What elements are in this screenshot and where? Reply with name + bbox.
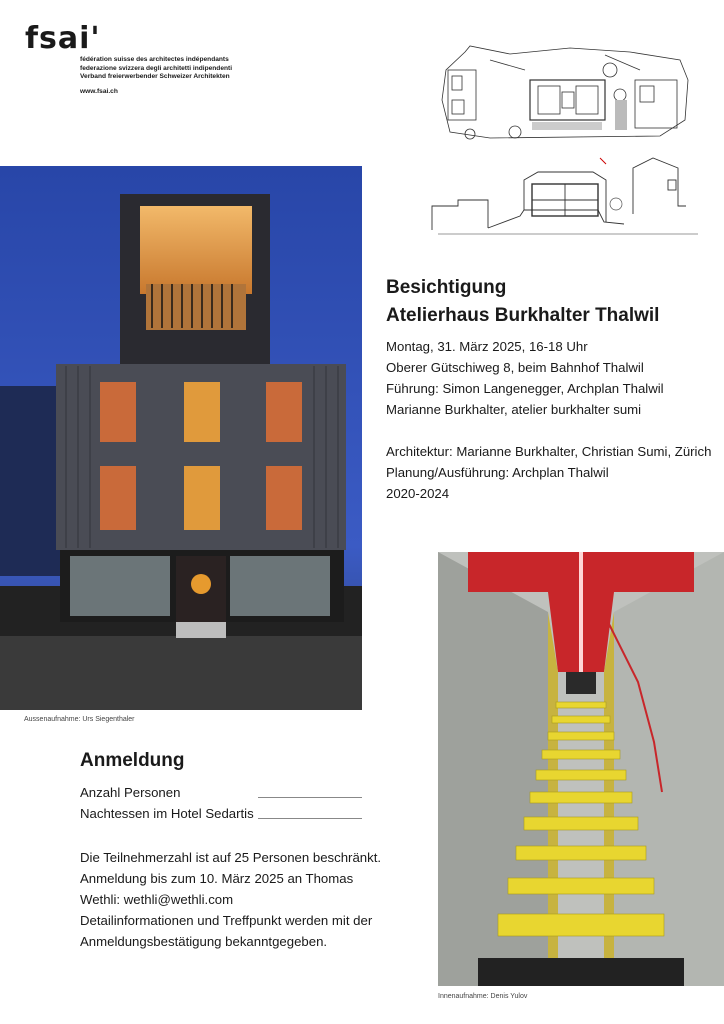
info-line-5: Anmeldungsbestätigung bekanntgegeben.: [80, 934, 328, 949]
event-address: Oberer Gütschiweg 8, beim Bahnhof Thalwil: [386, 360, 644, 375]
event-title-line-1: Besichtigung: [386, 277, 507, 298]
field-dinner-input[interactable]: [258, 818, 362, 819]
event-guide: Führung: Simon Langenegger, Archplan Thalwil: [386, 381, 664, 396]
org-line-de: Verband freierwerbender Schweizer Architekten: [80, 73, 230, 81]
interior-photo: [438, 552, 724, 986]
field-dinner-label: Nachtessen im Hotel Sedartis: [80, 806, 254, 821]
credit-architecture: Architektur: Marianne Burkhalter, Christian Sumi, Zürich: [386, 444, 712, 459]
field-persons-input[interactable]: [258, 797, 362, 798]
organization-names: [80, 56, 232, 82]
info-line-1: Die Teilnehmerzahl ist auf 25 Personen beschränkt.: [80, 850, 382, 865]
exterior-photo: [0, 166, 362, 710]
info-line-3: Wethli: wethli@wethli.com: [80, 892, 234, 907]
interior-photo-caption: Innenaufnahme: Denis Yulov: [438, 993, 528, 1000]
field-persons-label: Anzahl Personen: [80, 785, 181, 800]
info-line-2: Anmeldung bis zum 10. März 2025 an Thomas: [80, 871, 354, 886]
registration-title: Anmeldung: [80, 750, 185, 771]
registration-info: [80, 847, 381, 952]
org-line-fr: fédération suisse des architectes indépendants: [80, 56, 229, 63]
building-section-drawing: [428, 150, 704, 238]
credit-years: 2020-2024: [386, 486, 450, 501]
org-line-it: federazione svizzera degli architetti indipendenti: [80, 64, 233, 72]
info-line-4: Detailinformationen und Treffpunkt werden mit der: [80, 913, 373, 928]
credit-planning: Planung/Ausführung: Archplan Thalwil: [386, 465, 609, 480]
event-date: Montag, 31. März 2025, 16-18 Uhr: [386, 339, 588, 354]
event-title: [386, 274, 659, 330]
event-title-line-2: Atelierhaus Burkhalter Thalwil: [386, 305, 660, 326]
site-plan-drawing: [430, 40, 700, 140]
website-link[interactable]: www.fsai.ch: [80, 88, 118, 95]
exterior-photo-caption: Aussenaufnahme: Urs Siegenthaler: [24, 716, 135, 723]
event-details: [386, 336, 711, 504]
event-guide-2: Marianne Burkhalter, atelier burkhalter sumi: [386, 402, 642, 417]
fsai-logo: fsai': [25, 21, 101, 56]
